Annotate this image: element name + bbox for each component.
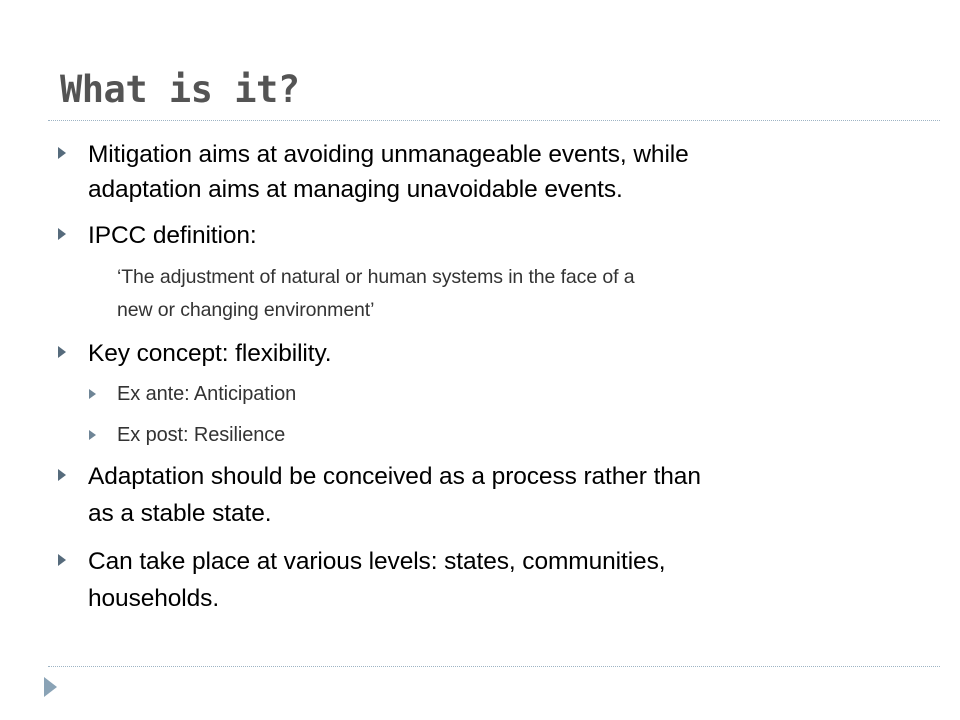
- bullet-text-line: IPCC definition:: [88, 222, 257, 249]
- slide-title: What is it?: [60, 68, 300, 111]
- bullet-text-line: Key concept: flexibility.: [88, 340, 332, 367]
- bullet-text-line: Adaptation should be conceived as a process rather than: [88, 463, 701, 490]
- bullet-text-line: Can take place at various levels: states, communities,: [88, 548, 666, 575]
- triangle-marker-icon: [44, 677, 57, 697]
- bullet-text-line: as a stable state.: [88, 500, 272, 527]
- bullet-arrow-icon: [58, 554, 66, 566]
- sub-bullet-text: Ex post: Resilience: [117, 424, 286, 446]
- sub-bullet-arrow-icon: [89, 430, 96, 440]
- bullet-arrow-icon: [58, 147, 66, 159]
- sub-bullet-arrow-icon: [89, 389, 96, 399]
- footer-divider: [48, 666, 940, 667]
- quote-text-line: ‘The adjustment of natural or human systems in the face of a: [117, 266, 635, 288]
- bullet-text-line: Mitigation aims at avoiding unmanageable events, while: [88, 141, 689, 168]
- bullet-text-line: households.: [88, 585, 220, 612]
- sub-bullet-text: Ex ante: Anticipation: [117, 383, 297, 405]
- bullet-arrow-icon: [58, 469, 66, 481]
- title-divider: [48, 120, 940, 121]
- bullet-text-line: adaptation aims at managing unavoidable events.: [88, 176, 623, 203]
- bullet-arrow-icon: [58, 228, 66, 240]
- quote-text-line: new or changing environment’: [117, 299, 375, 321]
- bullet-arrow-icon: [58, 346, 66, 358]
